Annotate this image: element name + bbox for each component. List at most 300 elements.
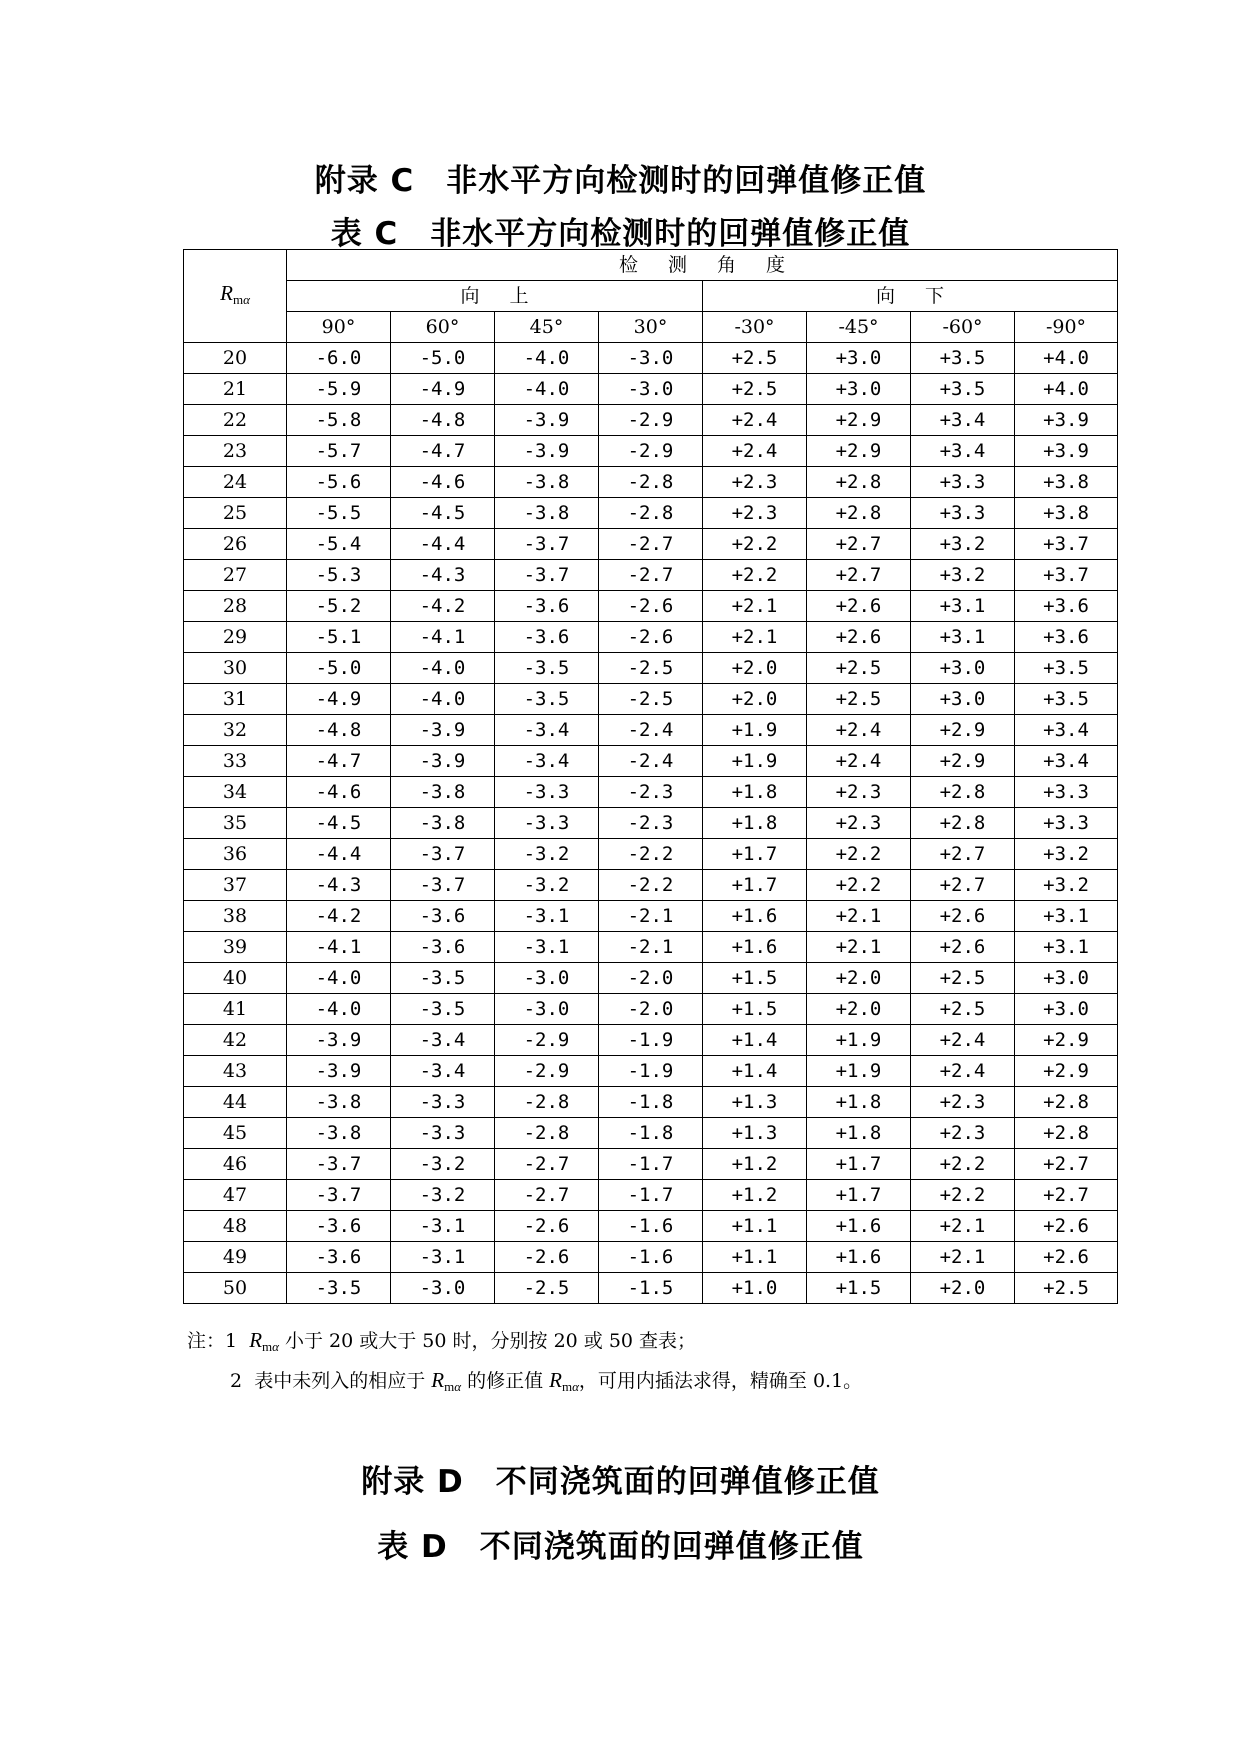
correction-value-cell: -2.7 — [495, 1180, 599, 1211]
table-row — [184, 1149, 1118, 1180]
correction-value-cell: +2.2 — [911, 1180, 1015, 1211]
correction-value-cell: -3.5 — [391, 963, 495, 994]
correction-value-cell: +2.7 — [807, 529, 911, 560]
table-row — [184, 653, 1118, 684]
correction-value-cell: +2.5 — [703, 343, 807, 374]
correction-value-cell: +2.1 — [911, 1211, 1015, 1242]
correction-value-cell: +2.9 — [807, 405, 911, 436]
correction-value-cell: -3.8 — [495, 498, 599, 529]
correction-value-cell: -4.8 — [391, 405, 495, 436]
r-value-cell: 28 — [184, 591, 287, 622]
r-value-cell: 48 — [184, 1211, 287, 1242]
r-value-cell: 36 — [184, 839, 287, 870]
correction-value-cell: -3.6 — [287, 1211, 391, 1242]
correction-value-cell: +3.2 — [1015, 870, 1118, 901]
correction-value-cell: +1.2 — [703, 1180, 807, 1211]
downward-header: 向下 — [703, 281, 1118, 312]
correction-value-cell: -3.7 — [391, 839, 495, 870]
correction-value-cell: -3.9 — [495, 436, 599, 467]
table-d-caption: 表 D 不同浇筑面的回弹值修正值 — [377, 1529, 864, 1565]
correction-value-cell: +2.7 — [1015, 1180, 1118, 1211]
angle-header-cell: -90° — [1015, 312, 1118, 343]
correction-value-cell: +3.2 — [911, 560, 1015, 591]
correction-value-cell: -3.7 — [391, 870, 495, 901]
r-value-cell: 50 — [184, 1273, 287, 1304]
correction-value-cell: +3.0 — [1015, 963, 1118, 994]
correction-value-cell: +2.7 — [911, 870, 1015, 901]
correction-value-cell: -6.0 — [287, 343, 391, 374]
table-row — [184, 932, 1118, 963]
correction-value-cell: -5.4 — [287, 529, 391, 560]
correction-value-cell: +3.4 — [1015, 715, 1118, 746]
correction-value-cell: -2.6 — [495, 1211, 599, 1242]
correction-value-cell: -3.5 — [495, 684, 599, 715]
correction-value-cell: +3.0 — [911, 684, 1015, 715]
correction-value-cell: +2.3 — [807, 777, 911, 808]
correction-value-cell: -3.9 — [495, 405, 599, 436]
correction-value-cell: +1.9 — [703, 715, 807, 746]
correction-value-cell: -3.6 — [495, 591, 599, 622]
upward-header: 向上 — [287, 281, 703, 312]
correction-value-cell: -2.8 — [599, 498, 703, 529]
correction-value-cell: -3.0 — [391, 1273, 495, 1304]
correction-value-cell: +1.1 — [703, 1242, 807, 1273]
table-row — [184, 498, 1118, 529]
angle-header-cell: 60° — [391, 312, 495, 343]
row-header-r-m-alpha: $R_{m\alpha}$ — [184, 250, 287, 343]
correction-value-cell: +2.6 — [1015, 1211, 1118, 1242]
r-value-cell: 26 — [184, 529, 287, 560]
correction-value-cell: +2.5 — [911, 963, 1015, 994]
correction-value-cell: +2.5 — [911, 994, 1015, 1025]
correction-value-cell: -4.0 — [495, 374, 599, 405]
table-row — [184, 374, 1118, 405]
correction-value-cell: -4.3 — [391, 560, 495, 591]
r-value-cell: 20 — [184, 343, 287, 374]
correction-value-cell: +3.9 — [1015, 405, 1118, 436]
correction-value-cell: +2.0 — [703, 684, 807, 715]
correction-value-cell: -3.4 — [495, 715, 599, 746]
correction-value-cell: +1.8 — [807, 1118, 911, 1149]
correction-value-cell: -3.9 — [391, 746, 495, 777]
correction-value-cell: +2.0 — [911, 1273, 1015, 1304]
correction-value-cell: +1.7 — [703, 870, 807, 901]
note-2: 2 表中未列入的相应于 $R_{m\alpha}$ 的修正值 $R_{m\alpha}$，可用内插法求得，精确至 0.1。 — [230, 1368, 863, 1394]
correction-value-cell: +3.2 — [1015, 839, 1118, 870]
r-value-cell: 21 — [184, 374, 287, 405]
correction-value-cell: -3.8 — [287, 1087, 391, 1118]
correction-value-cell: -3.7 — [495, 560, 599, 591]
r-value-cell: 47 — [184, 1180, 287, 1211]
correction-value-cell: -5.9 — [287, 374, 391, 405]
r-value-cell: 29 — [184, 622, 287, 653]
correction-value-cell: +2.6 — [911, 932, 1015, 963]
correction-value-cell: -4.6 — [391, 467, 495, 498]
correction-value-cell: +2.3 — [703, 467, 807, 498]
correction-value-cell: -1.8 — [599, 1118, 703, 1149]
correction-value-cell: +2.4 — [911, 1056, 1015, 1087]
correction-value-cell: -5.6 — [287, 467, 391, 498]
appendix-c-title: 附录 C 非水平方向检测时的回弹值修正值 — [314, 163, 927, 199]
table-row — [184, 529, 1118, 560]
correction-value-cell: +1.8 — [703, 777, 807, 808]
table-row — [184, 1025, 1118, 1056]
correction-value-cell: +3.1 — [1015, 901, 1118, 932]
correction-value-cell: +2.2 — [807, 870, 911, 901]
correction-value-cell: +1.0 — [703, 1273, 807, 1304]
correction-value-cell: -3.8 — [391, 777, 495, 808]
correction-value-cell: -5.3 — [287, 560, 391, 591]
correction-value-cell: +2.1 — [703, 622, 807, 653]
correction-value-cell: -1.7 — [599, 1180, 703, 1211]
correction-value-cell: +3.0 — [911, 653, 1015, 684]
correction-value-cell: -3.3 — [391, 1118, 495, 1149]
correction-value-cell: -2.5 — [495, 1273, 599, 1304]
correction-value-cell: +1.3 — [703, 1087, 807, 1118]
correction-table — [183, 249, 1118, 1304]
correction-value-cell: -3.7 — [287, 1149, 391, 1180]
table-row — [184, 1211, 1118, 1242]
correction-value-cell: +3.2 — [911, 529, 1015, 560]
r-value-cell: 33 — [184, 746, 287, 777]
correction-value-cell: -5.1 — [287, 622, 391, 653]
correction-value-cell: +2.8 — [911, 808, 1015, 839]
correction-value-cell: +3.6 — [1015, 622, 1118, 653]
correction-value-cell: -3.6 — [391, 901, 495, 932]
correction-value-cell: +2.9 — [1015, 1056, 1118, 1087]
correction-value-cell: -4.2 — [287, 901, 391, 932]
correction-value-cell: +3.3 — [1015, 777, 1118, 808]
correction-value-cell: +3.5 — [1015, 684, 1118, 715]
correction-value-cell: +1.8 — [807, 1087, 911, 1118]
correction-value-cell: -3.0 — [599, 374, 703, 405]
correction-value-cell: -4.4 — [391, 529, 495, 560]
angle-header-cell: 30° — [599, 312, 703, 343]
correction-value-cell: +1.6 — [807, 1242, 911, 1273]
correction-value-cell: -3.5 — [287, 1273, 391, 1304]
correction-value-cell: -4.0 — [391, 684, 495, 715]
correction-value-cell: -5.2 — [287, 591, 391, 622]
correction-value-cell: -3.7 — [495, 529, 599, 560]
correction-value-cell: +2.5 — [807, 684, 911, 715]
correction-value-cell: -3.0 — [495, 963, 599, 994]
correction-value-cell: -5.0 — [287, 653, 391, 684]
table-row — [184, 963, 1118, 994]
correction-value-cell: +3.4 — [1015, 746, 1118, 777]
r-value-cell: 40 — [184, 963, 287, 994]
table-row — [184, 1180, 1118, 1211]
r-value-cell: 22 — [184, 405, 287, 436]
correction-value-cell: -5.7 — [287, 436, 391, 467]
correction-value-cell: -2.2 — [599, 839, 703, 870]
correction-value-cell: +2.9 — [807, 436, 911, 467]
angle-header-cell: 45° — [495, 312, 599, 343]
correction-value-cell: -3.8 — [391, 808, 495, 839]
correction-value-cell: +1.7 — [807, 1149, 911, 1180]
correction-value-cell: -3.4 — [495, 746, 599, 777]
table-row — [184, 715, 1118, 746]
correction-value-cell: -4.1 — [391, 622, 495, 653]
correction-value-cell: -3.1 — [391, 1242, 495, 1273]
correction-value-cell: -4.7 — [391, 436, 495, 467]
table-row — [184, 622, 1118, 653]
correction-value-cell: +2.9 — [911, 715, 1015, 746]
correction-value-cell: +1.9 — [807, 1056, 911, 1087]
correction-value-cell: +2.1 — [807, 901, 911, 932]
correction-value-cell: +3.3 — [911, 467, 1015, 498]
correction-value-cell: -3.5 — [391, 994, 495, 1025]
correction-value-cell: -3.1 — [495, 901, 599, 932]
correction-value-cell: -2.5 — [599, 684, 703, 715]
r-value-cell: 32 — [184, 715, 287, 746]
table-row — [184, 591, 1118, 622]
correction-value-cell: -3.3 — [495, 777, 599, 808]
correction-value-cell: +2.4 — [911, 1025, 1015, 1056]
correction-value-cell: -3.9 — [391, 715, 495, 746]
correction-value-cell: -3.6 — [287, 1242, 391, 1273]
correction-value-cell: +3.6 — [1015, 591, 1118, 622]
correction-value-cell: -3.9 — [287, 1025, 391, 1056]
correction-value-cell: +2.0 — [807, 963, 911, 994]
correction-value-cell: +2.8 — [1015, 1118, 1118, 1149]
r-value-cell: 38 — [184, 901, 287, 932]
r-value-cell: 49 — [184, 1242, 287, 1273]
correction-value-cell: +1.7 — [703, 839, 807, 870]
r-value-cell: 35 — [184, 808, 287, 839]
r-value-cell: 31 — [184, 684, 287, 715]
correction-value-cell: -3.4 — [391, 1056, 495, 1087]
correction-value-cell: -3.6 — [391, 932, 495, 963]
correction-value-cell: -2.6 — [599, 591, 703, 622]
correction-value-cell: -2.0 — [599, 963, 703, 994]
r-value-cell: 27 — [184, 560, 287, 591]
correction-value-cell: -4.5 — [287, 808, 391, 839]
correction-value-cell: +4.0 — [1015, 374, 1118, 405]
angle-header-cell: -30° — [703, 312, 807, 343]
correction-value-cell: -5.0 — [391, 343, 495, 374]
correction-value-cell: +1.8 — [703, 808, 807, 839]
table-row — [184, 870, 1118, 901]
correction-value-cell: +2.3 — [911, 1087, 1015, 1118]
correction-value-cell: +1.3 — [703, 1118, 807, 1149]
correction-value-cell: -2.4 — [599, 746, 703, 777]
r-value-cell: 41 — [184, 994, 287, 1025]
correction-value-cell: -3.3 — [391, 1087, 495, 1118]
correction-value-cell: -3.7 — [287, 1180, 391, 1211]
correction-value-cell: -4.6 — [287, 777, 391, 808]
correction-value-cell: +1.4 — [703, 1056, 807, 1087]
correction-value-cell: +2.7 — [911, 839, 1015, 870]
correction-value-cell: +1.6 — [807, 1211, 911, 1242]
table-row — [184, 746, 1118, 777]
correction-value-cell: -2.9 — [599, 436, 703, 467]
correction-value-cell: -4.8 — [287, 715, 391, 746]
correction-value-cell: -2.7 — [599, 560, 703, 591]
correction-value-cell: +1.5 — [703, 994, 807, 1025]
correction-value-cell: -2.9 — [599, 405, 703, 436]
correction-value-cell: -4.0 — [287, 963, 391, 994]
correction-value-cell: +3.4 — [911, 405, 1015, 436]
correction-value-cell: -2.1 — [599, 901, 703, 932]
correction-value-cell: -2.6 — [495, 1242, 599, 1273]
correction-value-cell: -3.8 — [495, 467, 599, 498]
angle-header-cell: -45° — [807, 312, 911, 343]
correction-value-cell: -4.4 — [287, 839, 391, 870]
correction-value-cell: -1.6 — [599, 1242, 703, 1273]
correction-value-cell: -3.2 — [495, 839, 599, 870]
table-row — [184, 994, 1118, 1025]
correction-value-cell: +2.2 — [703, 560, 807, 591]
correction-value-cell: -2.1 — [599, 932, 703, 963]
correction-value-cell: +2.6 — [807, 622, 911, 653]
correction-value-cell: -3.2 — [495, 870, 599, 901]
correction-value-cell: +2.2 — [703, 529, 807, 560]
correction-value-cell: -3.0 — [495, 994, 599, 1025]
correction-value-cell: +2.2 — [807, 839, 911, 870]
r-value-cell: 24 — [184, 467, 287, 498]
correction-value-cell: -2.7 — [599, 529, 703, 560]
correction-value-cell: +2.2 — [911, 1149, 1015, 1180]
correction-value-cell: -1.5 — [599, 1273, 703, 1304]
correction-value-cell: -4.5 — [391, 498, 495, 529]
r-value-cell: 39 — [184, 932, 287, 963]
correction-value-cell: -1.9 — [599, 1025, 703, 1056]
correction-value-cell: +1.9 — [703, 746, 807, 777]
table-row — [184, 901, 1118, 932]
correction-value-cell: +2.3 — [911, 1118, 1015, 1149]
correction-value-cell: +2.9 — [1015, 1025, 1118, 1056]
correction-value-cell: -2.0 — [599, 994, 703, 1025]
correction-value-cell: +1.2 — [703, 1149, 807, 1180]
table-row — [184, 405, 1118, 436]
correction-value-cell: +3.0 — [807, 374, 911, 405]
correction-value-cell: -1.7 — [599, 1149, 703, 1180]
correction-value-cell: -2.3 — [599, 777, 703, 808]
correction-value-cell: +2.0 — [807, 994, 911, 1025]
correction-value-cell: -3.5 — [495, 653, 599, 684]
correction-value-cell: +2.3 — [807, 808, 911, 839]
correction-value-cell: +3.8 — [1015, 467, 1118, 498]
correction-value-cell: +2.1 — [911, 1242, 1015, 1273]
correction-value-cell: +3.0 — [807, 343, 911, 374]
correction-value-cell: +2.4 — [703, 436, 807, 467]
correction-value-cell: -2.2 — [599, 870, 703, 901]
correction-value-cell: +1.7 — [807, 1180, 911, 1211]
correction-value-cell: -1.8 — [599, 1087, 703, 1118]
table-row — [184, 839, 1118, 870]
correction-value-cell: -4.0 — [287, 994, 391, 1025]
r-value-cell: 37 — [184, 870, 287, 901]
table-row — [184, 436, 1118, 467]
correction-value-cell: +2.8 — [1015, 1087, 1118, 1118]
note-1: 注：1 $R_{m\alpha}$ 小于 20 或大于 50 时，分别按 20 或 50 查表； — [187, 1328, 697, 1354]
correction-value-cell: -3.2 — [391, 1149, 495, 1180]
correction-value-cell: +1.5 — [807, 1273, 911, 1304]
correction-value-cell: +3.5 — [1015, 653, 1118, 684]
correction-value-cell: +3.0 — [1015, 994, 1118, 1025]
correction-value-cell: -3.2 — [391, 1180, 495, 1211]
correction-value-cell: +3.5 — [911, 343, 1015, 374]
correction-value-cell: -4.1 — [287, 932, 391, 963]
correction-value-cell: +2.3 — [703, 498, 807, 529]
correction-value-cell: -2.9 — [495, 1056, 599, 1087]
correction-value-cell: +1.4 — [703, 1025, 807, 1056]
correction-value-cell: +2.9 — [911, 746, 1015, 777]
table-row — [184, 343, 1118, 374]
table-row — [184, 684, 1118, 715]
correction-value-cell: +2.7 — [807, 560, 911, 591]
correction-value-cell: +4.0 — [1015, 343, 1118, 374]
r-value-cell: 42 — [184, 1025, 287, 1056]
correction-value-cell: +2.6 — [807, 591, 911, 622]
table-row — [184, 1056, 1118, 1087]
correction-value-cell: +3.5 — [911, 374, 1015, 405]
correction-value-cell: +2.5 — [1015, 1273, 1118, 1304]
correction-value-cell: -3.3 — [495, 808, 599, 839]
correction-value-cell: -2.8 — [495, 1118, 599, 1149]
table-row — [184, 467, 1118, 498]
table-row — [184, 808, 1118, 839]
correction-value-cell: +1.5 — [703, 963, 807, 994]
correction-value-cell: +3.7 — [1015, 560, 1118, 591]
correction-value-cell: -3.6 — [495, 622, 599, 653]
correction-value-cell: -5.8 — [287, 405, 391, 436]
correction-value-cell: -3.4 — [391, 1025, 495, 1056]
table-row — [184, 1118, 1118, 1149]
appendix-d-title: 附录 D 不同浇筑面的回弹值修正值 — [361, 1464, 880, 1500]
correction-value-cell: +2.5 — [703, 374, 807, 405]
table-row — [184, 1087, 1118, 1118]
r-value-cell: 34 — [184, 777, 287, 808]
correction-value-cell: +2.1 — [703, 591, 807, 622]
correction-value-cell: -3.1 — [495, 932, 599, 963]
correction-value-cell: +2.1 — [807, 932, 911, 963]
correction-value-cell: +1.9 — [807, 1025, 911, 1056]
correction-value-cell: +2.4 — [807, 715, 911, 746]
correction-value-cell: +1.6 — [703, 932, 807, 963]
r-value-cell: 46 — [184, 1149, 287, 1180]
correction-value-cell: +1.1 — [703, 1211, 807, 1242]
correction-value-cell: -4.7 — [287, 746, 391, 777]
correction-value-cell: -2.4 — [599, 715, 703, 746]
correction-value-cell: -2.7 — [495, 1149, 599, 1180]
correction-value-cell: +3.3 — [1015, 808, 1118, 839]
angle-header-cell: -60° — [911, 312, 1015, 343]
correction-value-cell: +3.1 — [911, 591, 1015, 622]
correction-value-cell: -3.1 — [391, 1211, 495, 1242]
correction-value-cell: +2.8 — [807, 498, 911, 529]
table-row — [184, 1273, 1118, 1304]
correction-value-cell: +1.6 — [703, 901, 807, 932]
correction-value-cell: +2.4 — [703, 405, 807, 436]
correction-value-cell: +2.4 — [807, 746, 911, 777]
r-value-cell: 30 — [184, 653, 287, 684]
table-row — [184, 560, 1118, 591]
correction-value-cell: -1.9 — [599, 1056, 703, 1087]
correction-value-cell: -2.5 — [599, 653, 703, 684]
correction-value-cell: +2.6 — [911, 901, 1015, 932]
r-value-cell: 44 — [184, 1087, 287, 1118]
correction-value-cell: +3.7 — [1015, 529, 1118, 560]
correction-value-cell: -5.5 — [287, 498, 391, 529]
r-value-cell: 43 — [184, 1056, 287, 1087]
correction-value-cell: +2.5 — [807, 653, 911, 684]
correction-value-cell: -4.2 — [391, 591, 495, 622]
correction-value-cell: +3.4 — [911, 436, 1015, 467]
table-row — [184, 777, 1118, 808]
table-c-caption: 表 C 非水平方向检测时的回弹值修正值 — [330, 216, 911, 252]
correction-value-cell: -2.9 — [495, 1025, 599, 1056]
